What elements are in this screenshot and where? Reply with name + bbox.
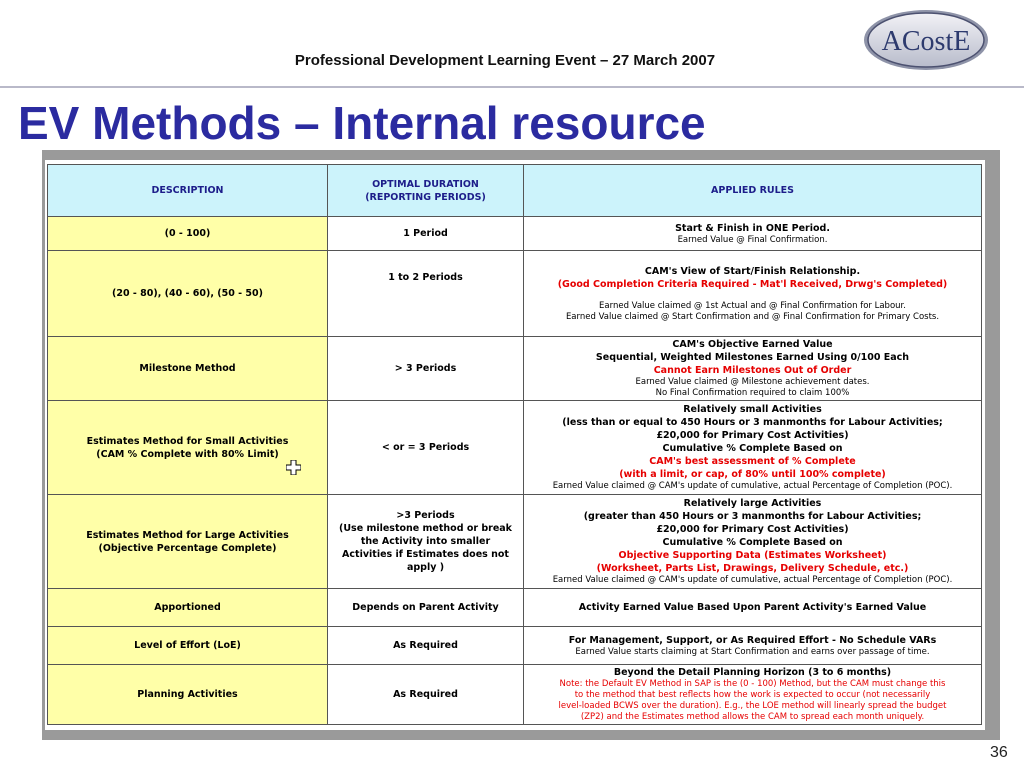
duration-cell	[328, 627, 524, 665]
rule-line: Sequential, Weighted Milestones Earned Using 0/100 Each	[595, 352, 910, 363]
applied-rules-cell	[524, 251, 982, 337]
rule-line: to the method that best reflects how the work is expected to occur (not necessarily	[574, 690, 931, 700]
rule-spacer	[527, 291, 978, 301]
duration-text: As Required	[393, 640, 458, 651]
table-body	[48, 217, 982, 725]
table-frame	[42, 150, 1000, 740]
duration-note-line: Activities if Estimates does not	[342, 549, 509, 560]
column-header-rules: APPLIED RULES	[524, 165, 982, 217]
duration-text: Depends on Parent Activity	[352, 602, 499, 613]
event-header: Professional Development Learning Event – 27 March 2007	[294, 52, 716, 69]
rule-line: CAM's View of Start/Finish Relationship.	[644, 265, 861, 277]
rule-line: Note: the Default EV Method in SAP is the (0 - 100) Method, but the CAM must change this	[559, 679, 946, 689]
duration-cell	[328, 589, 524, 627]
description-text: Planning Activities	[137, 689, 238, 700]
description-text: (20 - 80), (40 - 60), (50 - 50)	[112, 288, 263, 299]
rule-line: Relatively small Activities	[683, 404, 822, 415]
acoste-logo	[862, 8, 990, 72]
table-row	[48, 495, 982, 589]
duration-note-line: apply )	[406, 562, 445, 573]
duration-cell	[328, 495, 524, 589]
rule-line: CAM's best assessment of % Complete	[649, 456, 856, 467]
rule-line: Relatively large Activities	[683, 498, 822, 509]
logo-text: ACostE	[881, 26, 971, 57]
rule-line: Earned Value claimed @ 1st Actual and @ Final Confirmation for Labour.	[599, 300, 906, 311]
page-number: 36	[990, 744, 1008, 761]
table-row	[48, 589, 982, 627]
table-container	[45, 160, 985, 730]
rule-line: (with a limit, or cap, of 80% until 100% complete)	[619, 469, 886, 480]
description-text: Milestone Method	[139, 363, 236, 374]
rule-line: (Good Completion Criteria Required - Mat'l Received, Drwg's Completed)	[557, 278, 948, 290]
description-cell	[48, 495, 328, 589]
duration-text: >3 Periods	[396, 510, 455, 521]
applied-rules-cell	[524, 337, 982, 401]
rule-line: Cannot Earn Milestones Out of Order	[653, 365, 852, 376]
column-header-duration	[328, 165, 524, 217]
duration-cell	[328, 251, 524, 337]
rule-line: Earned Value claimed @ CAM's update of cumulative, actual Percentage of Completion (POC).	[552, 575, 953, 585]
description-text: Apportioned	[154, 602, 221, 613]
table-row	[48, 217, 982, 251]
rule-line: No Final Confirmation required to claim 100%	[655, 388, 850, 398]
rule-line: Earned Value claimed @ Milestone achievement dates.	[635, 377, 870, 387]
duration-text: > 3 Periods	[394, 363, 457, 374]
duration-cell	[328, 217, 524, 251]
duration-text: 1 to 2 Periods	[388, 272, 463, 283]
rule-line: CAM's Objective Earned Value	[672, 339, 833, 350]
rule-line: Beyond the Detail Planning Horizon (3 to 6 months)	[613, 667, 892, 678]
rule-line: (Worksheet, Parts List, Drawings, Delivery Schedule, etc.)	[596, 563, 909, 574]
description-cell	[48, 337, 328, 401]
duration-note-line: (Use milestone method or break	[338, 523, 512, 534]
rule-line: level-loaded BCWS over the duration). E.g., the LOE method will linearly spread the budget	[558, 701, 947, 711]
column-header-duration-line1: OPTIMAL DURATION	[372, 178, 479, 190]
rule-line: Earned Value starts claiming at Start Confirmation and earns over passage of time.	[575, 646, 930, 657]
move-cursor-icon	[286, 460, 301, 475]
duration-cell	[328, 665, 524, 725]
description-cell	[48, 627, 328, 665]
description-cell	[48, 217, 328, 251]
duration-text: As Required	[393, 689, 458, 700]
rule-line: Earned Value claimed @ Start Confirmation and @ Final Confirmation for Primary Costs.	[565, 311, 940, 322]
description-text: Estimates Method for Small Activities	[86, 435, 289, 447]
column-header-description: DESCRIPTION	[48, 165, 328, 217]
applied-rules-cell	[524, 665, 982, 725]
applied-rules-cell	[524, 627, 982, 665]
ev-methods-table	[47, 164, 982, 725]
duration-text: < or = 3 Periods	[381, 442, 470, 453]
rule-line: Start & Finish in ONE Period.	[675, 222, 830, 234]
table-row	[48, 627, 982, 665]
header-divider	[0, 86, 1024, 88]
rule-line: (ZP2) and the Estimates method allows the CAM to spread each month uniquely.	[580, 712, 925, 722]
table-row	[48, 665, 982, 725]
description-subtext: (CAM % Complete with 80% Limit)	[96, 448, 279, 460]
description-cell	[48, 665, 328, 725]
rule-line: (greater than 450 Hours or 3 manmonths for Labour Activities;	[583, 511, 922, 522]
column-header-duration-line2: (REPORTING PERIODS)	[365, 191, 486, 203]
rule-line: Activity Earned Value Based Upon Parent Activity's Earned Value	[578, 602, 927, 613]
rule-line: £20,000 for Primary Cost Activities)	[656, 524, 849, 535]
rule-line: Earned Value @ Final Confirmation.	[677, 234, 828, 245]
applied-rules-cell	[524, 495, 982, 589]
table-row	[48, 251, 982, 337]
description-text: (0 - 100)	[164, 228, 211, 239]
rule-line: £20,000 for Primary Cost Activities)	[656, 430, 849, 441]
duration-cell	[328, 401, 524, 495]
duration-note-line: the Activity into smaller	[360, 536, 491, 547]
description-cell	[48, 589, 328, 627]
description-text: Estimates Method for Large Activities	[86, 529, 289, 541]
slide-title: EV Methods – Internal resource	[18, 97, 706, 149]
applied-rules-cell	[524, 401, 982, 495]
rule-line: Earned Value claimed @ CAM's update of cumulative, actual Percentage of Completion (POC).	[552, 481, 953, 491]
rule-line: For Management, Support, or As Required Effort - No Schedule VARs	[568, 634, 937, 646]
description-text: Level of Effort (LoE)	[134, 640, 241, 651]
rule-line: (less than or equal to 450 Hours or 3 manmonths for Labour Activities;	[562, 417, 943, 428]
applied-rules-cell	[524, 217, 982, 251]
duration-cell	[328, 337, 524, 401]
description-cell	[48, 251, 328, 337]
description-cell	[48, 401, 328, 495]
applied-rules-cell	[524, 589, 982, 627]
rule-line: Objective Supporting Data (Estimates Worksheet)	[618, 550, 887, 561]
table-row	[48, 337, 982, 401]
duration-text: 1 Period	[403, 228, 448, 239]
table-row	[48, 401, 982, 495]
rule-line: Cumulative % Complete Based on	[662, 537, 843, 548]
table-header-row	[48, 165, 982, 217]
description-subtext: (Objective Percentage Complete)	[98, 542, 277, 554]
rule-line: Cumulative % Complete Based on	[662, 443, 843, 454]
